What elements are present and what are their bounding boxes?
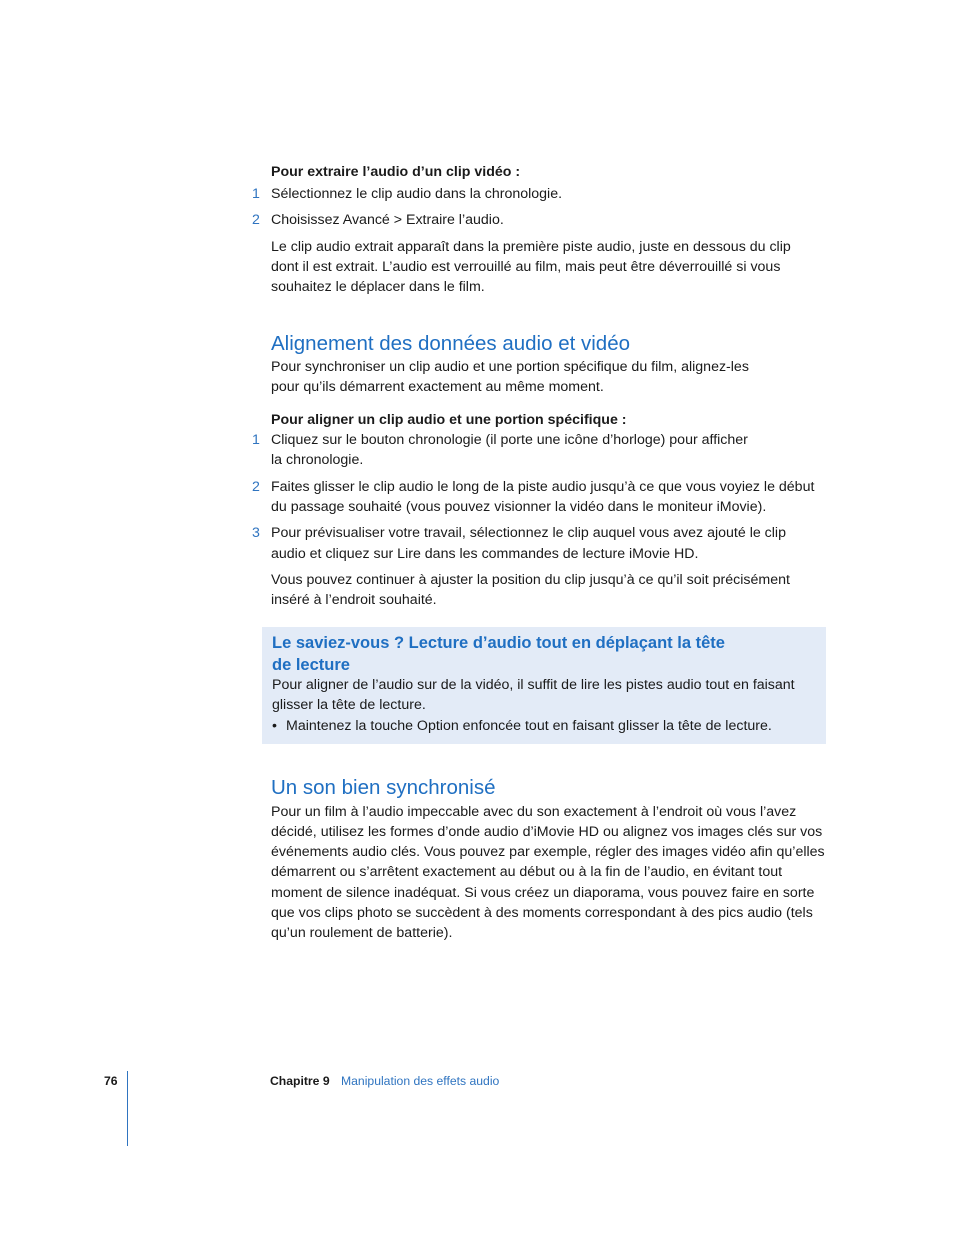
bullet-symbol: • [272, 718, 277, 734]
paragraph-line: Pour un film à l’audio impeccable avec du son exactement à l’endroit où vous l’avez [271, 804, 797, 820]
intro-line: Pour synchroniser un clip audio et une portion spécifique du film, alignez-les [271, 359, 749, 375]
paragraph-line: décidé, utilisez les formes d’onde audio d’iMovie HD ou alignez vos images clés sur vos [271, 824, 823, 840]
note-line: Le clip audio extrait apparaît dans la première piste audio, juste en dessous du clip [271, 239, 791, 255]
paragraph-line: démarrent ou s’arrêtent exactement au début ou à la fin de l’audio, en évitant tout [271, 864, 783, 880]
note-line: souhaitez le déplacer dans le film. [271, 279, 485, 295]
step-number: 1 [252, 432, 260, 448]
step-text: Pour prévisualiser votre travail, sélectionnez le clip auquel vous avez ajouté le clip [271, 525, 786, 541]
footer-divider [127, 1071, 128, 1146]
step-text: du passage souhaité (vous pouvez visionner la vidéo dans le moniteur iMovie). [271, 499, 767, 515]
section-title-sync: Un son bien synchronisé [271, 776, 496, 799]
step-text: la chronologie. [271, 452, 364, 468]
paragraph-line: moment de silence inadéquat. Si vous créez un diaporama, vous pouvez faire en sorte [271, 885, 815, 901]
step-text: Choisissez Avancé > Extraire l’audio. [271, 212, 504, 228]
paragraph-line: événements audio clés. Vous pouvez par exemple, régler des images vidéo afin qu’elles [271, 844, 825, 860]
note-line: Vous pouvez continuer à ajuster la position du clip jusqu’à ce qu’il soit précisément [271, 572, 790, 588]
footer-chapter: Chapitre 9 [270, 1074, 330, 1088]
note-line: inséré à l’endroit souhaité. [271, 592, 437, 608]
procedure-heading-extract: Pour extraire l’audio d’un clip vidéo : [271, 164, 521, 180]
step-number: 2 [252, 479, 260, 495]
step-text: Cliquez sur le bouton chronologie (il porte une icône d’horloge) pour afficher [271, 432, 748, 448]
step-number: 2 [252, 212, 260, 228]
tip-body-line: glisser la tête de lecture. [272, 697, 426, 713]
procedure-heading-align: Pour aligner un clip audio et une portion spécifique : [271, 412, 627, 428]
footer-chapter-title: Manipulation des effets audio [341, 1074, 500, 1088]
tip-body-line: Pour aligner de l’audio sur de la vidéo, il suffit de lire les pistes audio tout en faisant [272, 677, 795, 693]
page-number: 76 [104, 1074, 118, 1088]
paragraph-line: que vos clips photo se succèdent à des moments correspondant à des pics audio (tels [271, 905, 813, 921]
step-text: Sélectionnez le clip audio dans la chronologie. [271, 186, 563, 202]
step-text: audio et cliquez sur Lire dans les commandes de lecture iMovie HD. [271, 546, 699, 562]
tip-bullet-text: Maintenez la touche Option enfoncée tout en faisant glisser la tête de lecture. [286, 718, 772, 734]
step-text: Faites glisser le clip audio le long de la piste audio jusqu’à ce que vous voyiez le début [271, 479, 815, 495]
intro-line: pour qu’ils démarrent exactement au même moment. [271, 379, 604, 395]
note-line: dont il est extrait. L’audio est verrouillé au film, mais peut être déverrouillé si vous [271, 259, 781, 275]
tip-title: Le saviez-vous ? Lecture d’audio tout en déplaçant la tête [272, 634, 725, 652]
step-number: 3 [252, 525, 260, 541]
paragraph-line: qu’un roulement de batterie). [271, 925, 453, 941]
step-number: 1 [252, 186, 260, 202]
section-title-alignment: Alignement des données audio et vidéo [271, 332, 631, 355]
tip-title: de lecture [272, 656, 350, 674]
